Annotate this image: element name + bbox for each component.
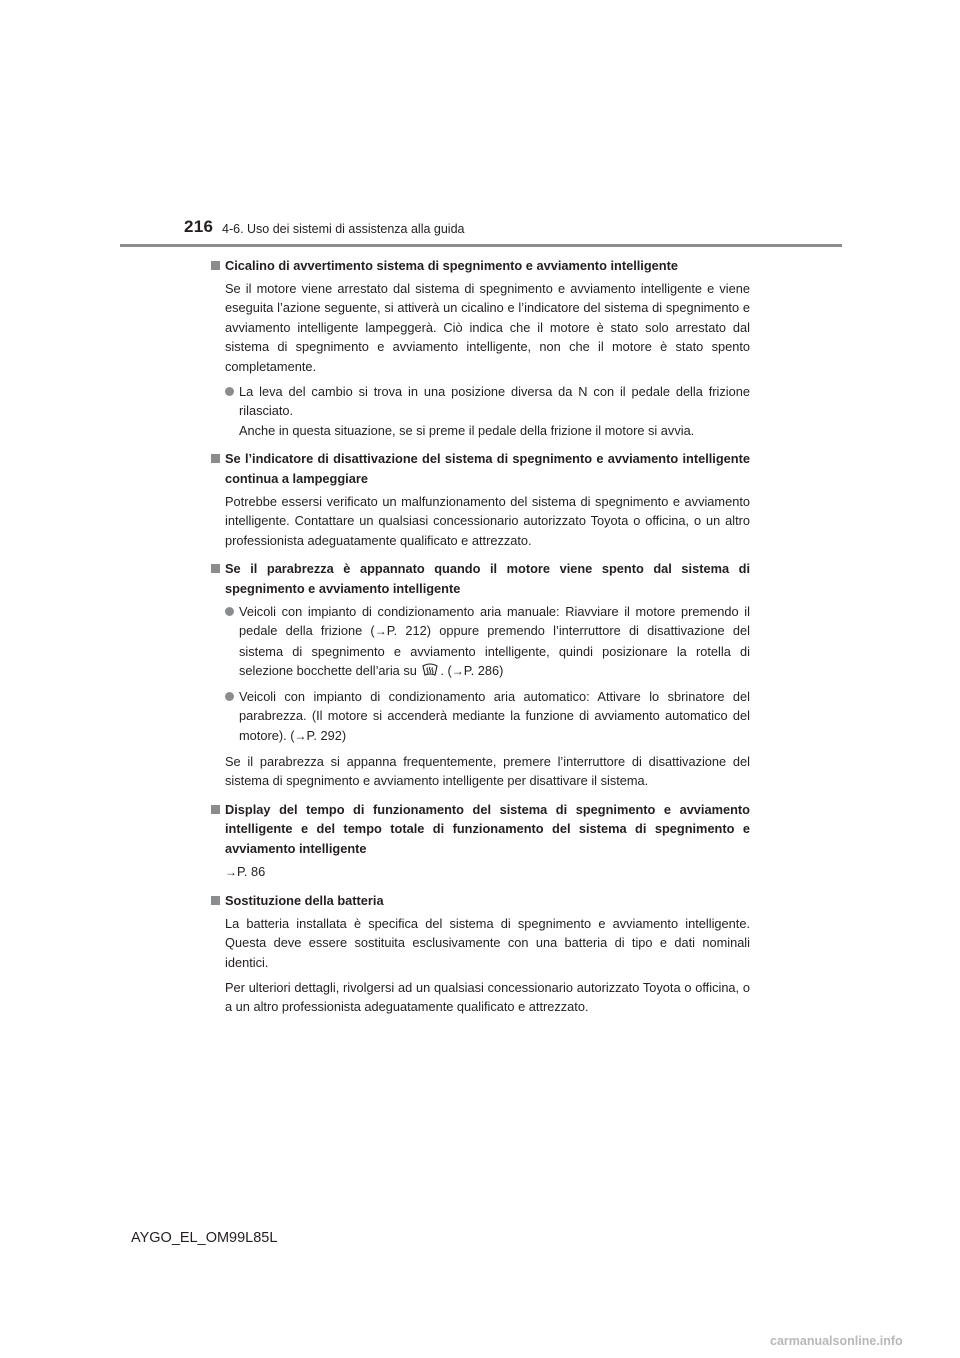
- round-bullet-icon: [225, 607, 234, 616]
- heading-text: Display del tempo di funzionamento del sistema di spegnimento e avviamento intelligente e del tempo totale di funzionamento del sistema di spegnimento e avviamento intelligente: [225, 801, 750, 857]
- square-bullet-icon: [211, 261, 220, 270]
- list-item-text: La leva del cambio si trova in una posizione diversa da N con il pedale della frizione rilasciato.: [239, 383, 750, 419]
- watermark: carmanualsonline.info: [770, 1334, 903, 1348]
- page-reference[interactable]: P. 212: [386, 623, 427, 639]
- paragraph: Se il motore viene arrestato dal sistema di spegnimento e avviamento intelligente e viene eseguita l’azione seguente, si attiverà un cicalino e l’indicatore del sistema di spegnimento e avviamento intelligente lampeggerà. Ciò indica che il motore è stato solo arrestato dal sistema di spegnimento e avviamento intelligente, non che il motore è stato spento completamente.: [225, 280, 750, 374]
- square-bullet-icon: [211, 564, 220, 573]
- heading-text: Se il parabrezza è appannato quando il motore viene spento dal sistema di spegnimento e avviamento intelligente: [225, 561, 750, 596]
- header-rule: [120, 244, 842, 247]
- page-reference[interactable]: P. 86: [237, 863, 266, 879]
- heading-text: Se l’indicatore di disattivazione del sistema di spegnimento e avviamento intelligente continua a lampeggiare: [225, 451, 750, 486]
- paragraph: Potrebbe essersi verificato un malfunzionamento del sistema di spegnimento e avviamento intelligente. Contattare un qualsiasi concessionario autorizzato Toyota o officina, o un altro professionista adeguatamente qualificato e attrezzato.: [225, 493, 750, 548]
- round-bullet-icon: [225, 387, 234, 396]
- list-item: [225, 602, 750, 682]
- heading-text: Cicalino di avvertimento sistema di spegnimento e avviamento intelligente: [225, 258, 678, 273]
- square-bullet-icon: [211, 805, 220, 814]
- windshield-defog-icon: [422, 663, 438, 677]
- list-item: [225, 687, 750, 747]
- page-content: [210, 256, 750, 1022]
- arrow-icon: →: [225, 864, 237, 879]
- square-bullet-icon: [211, 896, 220, 905]
- heading-text: Sostituzione della batteria: [225, 893, 384, 909]
- section-heading: [210, 449, 750, 488]
- square-bullet-icon: [211, 454, 220, 463]
- list-item: [225, 382, 750, 441]
- section-heading: [210, 800, 750, 859]
- list-item-text: Veicoli con impianto di condizionamento aria automatico: Attivare lo sbrinatore del parabrezza. (Il motore si accenderà mediante la funzione di avviamento automatico del motore). (: [239, 688, 750, 744]
- arrow-icon: →: [451, 664, 464, 679]
- reference-line: [225, 862, 750, 883]
- paragraph: Per ulteriori dettagli, rivolgersi ad un qualsiasi concessionario autorizzato Toyota o officina, o a un altro professionista adeguatamente qualificato e attrezzato.: [225, 979, 750, 1015]
- page-reference[interactable]: P. 292: [306, 728, 342, 744]
- section-heading: [210, 256, 750, 276]
- list-item-text: Veicoli con impianto di condizionamento aria manuale: Riavviare il motore premendo il pedale della frizione (: [239, 603, 750, 639]
- list-item-text: ) oppure premendo l’interruttore di disattivazione del sistema di spegnimento e avviamento intelligente, quindi posizionare la rotella di selezione bocchette dell’aria su: [239, 623, 750, 679]
- paragraph: Se il parabrezza si appanna frequentemente, premere l’interruttore di disattivazione del sistema di spegnimento e avviamento intelligente per disattivare il sistema.: [225, 753, 750, 789]
- section-title: 4-6. Uso dei sistemi di assistenza alla guida: [222, 222, 465, 236]
- arrow-icon: →: [374, 624, 387, 639]
- document-code: AYGO_EL_OM99L85L: [131, 1230, 278, 1246]
- list-item-text: . (: [440, 663, 452, 679]
- list-item-text: Anche in questa situazione, se si preme il pedale della frizione il motore si avvia.: [239, 422, 695, 438]
- paragraph: La batteria installata è specifica del sistema di spegnimento e avviamento intelligente. Questa deve essere sostituita esclusivamente con una batteria di tipo e dati nominali identici.: [225, 915, 750, 970]
- page-reference[interactable]: P. 286: [463, 663, 500, 679]
- page-number: 216: [184, 217, 214, 236]
- list-item-text: ): [499, 663, 504, 679]
- arrow-icon: →: [294, 729, 307, 744]
- section-heading: [210, 891, 750, 911]
- list-item-text: ): [341, 728, 347, 744]
- round-bullet-icon: [225, 692, 234, 701]
- section-heading: [210, 559, 750, 598]
